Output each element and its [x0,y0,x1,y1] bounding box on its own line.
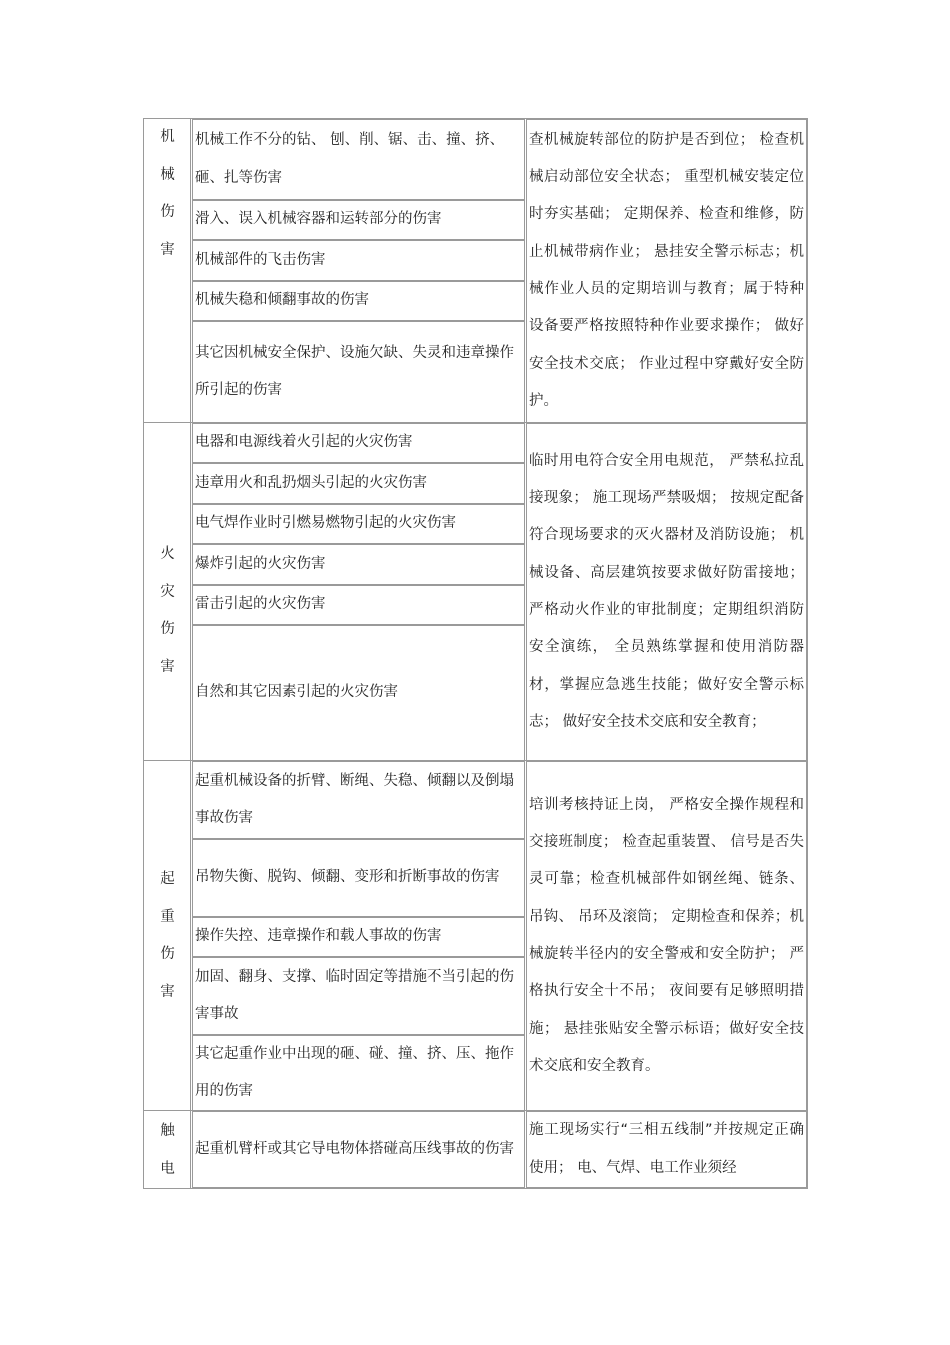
hazard-cell [192,585,525,625]
measures-cell [526,761,807,1111]
hazard-cell [192,321,525,423]
hazard-text: 电器和电源线着火引起的火灾伤害 [195,434,413,451]
category-label: 机 械 伤 害 [160,129,175,258]
measures-text: 临时用电符合安全用电规范， 严禁私拉乱接现象； 施工现场严禁吸烟； 按规定配备符合现场要求的灭火器材及消防设施； 机械设备、高层建筑按要求做好防雷接地；严格动火作业的审批制度；定期组织消防安全演练， 全员熟练掌握和使用消防器材，掌握应急逃生技能；做好安全警示标志； 做好安全技术交底和安全教育； [529,452,804,730]
hazard-cell [192,1111,525,1188]
hazard-text: 其它因机械安全保护、设施欠缺、失灵和违章操作所引起的伤害 [195,344,514,398]
hazard-cell [192,119,525,200]
category-cell [144,1111,191,1188]
hazard-text: 滑入、误入机械容器和运转部分的伤害 [195,211,442,228]
measures-cell [526,119,807,423]
category-cell [144,423,191,760]
measures-text: 查机械旋转部位的防护是否到位； 检查机械启动部位安全状态； 重型机械安装定位时夯实基础； 定期保养、检查和维修，防止机械带病作业； 悬挂安全警示标志；机械作业人员的定期培训与教育；属于特种设备要严格按照特种作业要求操作； 做好安全技术交底； 作业过程中穿戴好安全防护。 [529,131,804,409]
category-label: 火 灾 伤 害 [160,546,175,675]
measures-cell [526,423,807,761]
hazard-text: 其它起重作业中出现的砸、碰、撞、挤、压、拖作用的伤害 [195,1045,514,1099]
hazard-cell [192,625,525,761]
hazard-cell [192,200,525,240]
hazard-text: 加固、翻身、支撑、临时固定等措施不当引起的伤害事故 [195,968,514,1022]
hazard-text: 雷击引起的火灾伤害 [195,596,326,613]
hazard-cell [192,544,525,585]
category-cell [144,761,191,1110]
measures-text: 施工现场实行“三相五线制”并按规定正确使用； 电、气焊、电工作业须经 [529,1122,804,1176]
table-row [144,761,807,1111]
hazard-cell [192,761,525,839]
table-row [144,423,807,761]
category-label: 触 电 [160,1123,175,1177]
hazard-cell [192,917,525,957]
hazard-text: 违章用火和乱扔烟头引起的火灾伤害 [195,474,427,491]
table-row [144,119,807,423]
hazard-cell [192,957,525,1035]
hazard-text: 吊物失衡、脱钩、倾翻、变形和折断事故的伤害 [195,869,500,886]
category-cell [144,119,191,422]
measures-text: 培训考核持证上岗， 严格安全操作规程和交接班制度； 检查起重装置、 信号是否失灵可靠；检查机械部件如钢丝绳、链条、 吊钩、 吊环及滚筒； 定期检查和保养；机械旋转半径内的安全警戒和安全防护； 严格执行安全十不吊； 夜间要有足够照明措施； 悬挂张贴安全警示标语；做好安全技术交底和安全教育。 [529,796,804,1074]
hazard-cell [192,240,525,281]
hazard-text: 机械工作不分的钻、 刨、削、锯、击、撞、挤、砸、扎等伤害 [195,132,505,186]
hazard-cell [192,839,525,917]
hazard-cell [192,423,525,463]
category-label: 起 重 伤 害 [160,871,175,1000]
hazard-text: 机械部件的飞击伤害 [195,251,326,268]
hazard-text: 爆炸引起的火灾伤害 [195,555,326,572]
hazard-table [143,118,808,1189]
hazard-cell [192,281,525,321]
hazard-text: 操作失控、违章操作和载人事故的伤害 [195,928,442,945]
hazard-text: 机械失稳和倾翻事故的伤害 [195,292,369,309]
hazard-text: 电气焊作业时引燃易燃物引起的火灾伤害 [195,515,456,532]
hazard-text: 起重机械设备的折臂、断绳、失稳、倾翻以及倒塌事故伤害 [195,772,514,826]
table-row [144,1111,807,1188]
hazard-cell [192,504,525,544]
hazard-text: 起重机臂杆或其它导电物体搭碰高压线事故的伤害 [195,1140,514,1157]
hazard-cell [192,463,525,504]
measures-cell [526,1111,807,1188]
hazard-text: 自然和其它因素引起的火灾伤害 [195,684,398,701]
hazard-cell [192,1035,525,1111]
